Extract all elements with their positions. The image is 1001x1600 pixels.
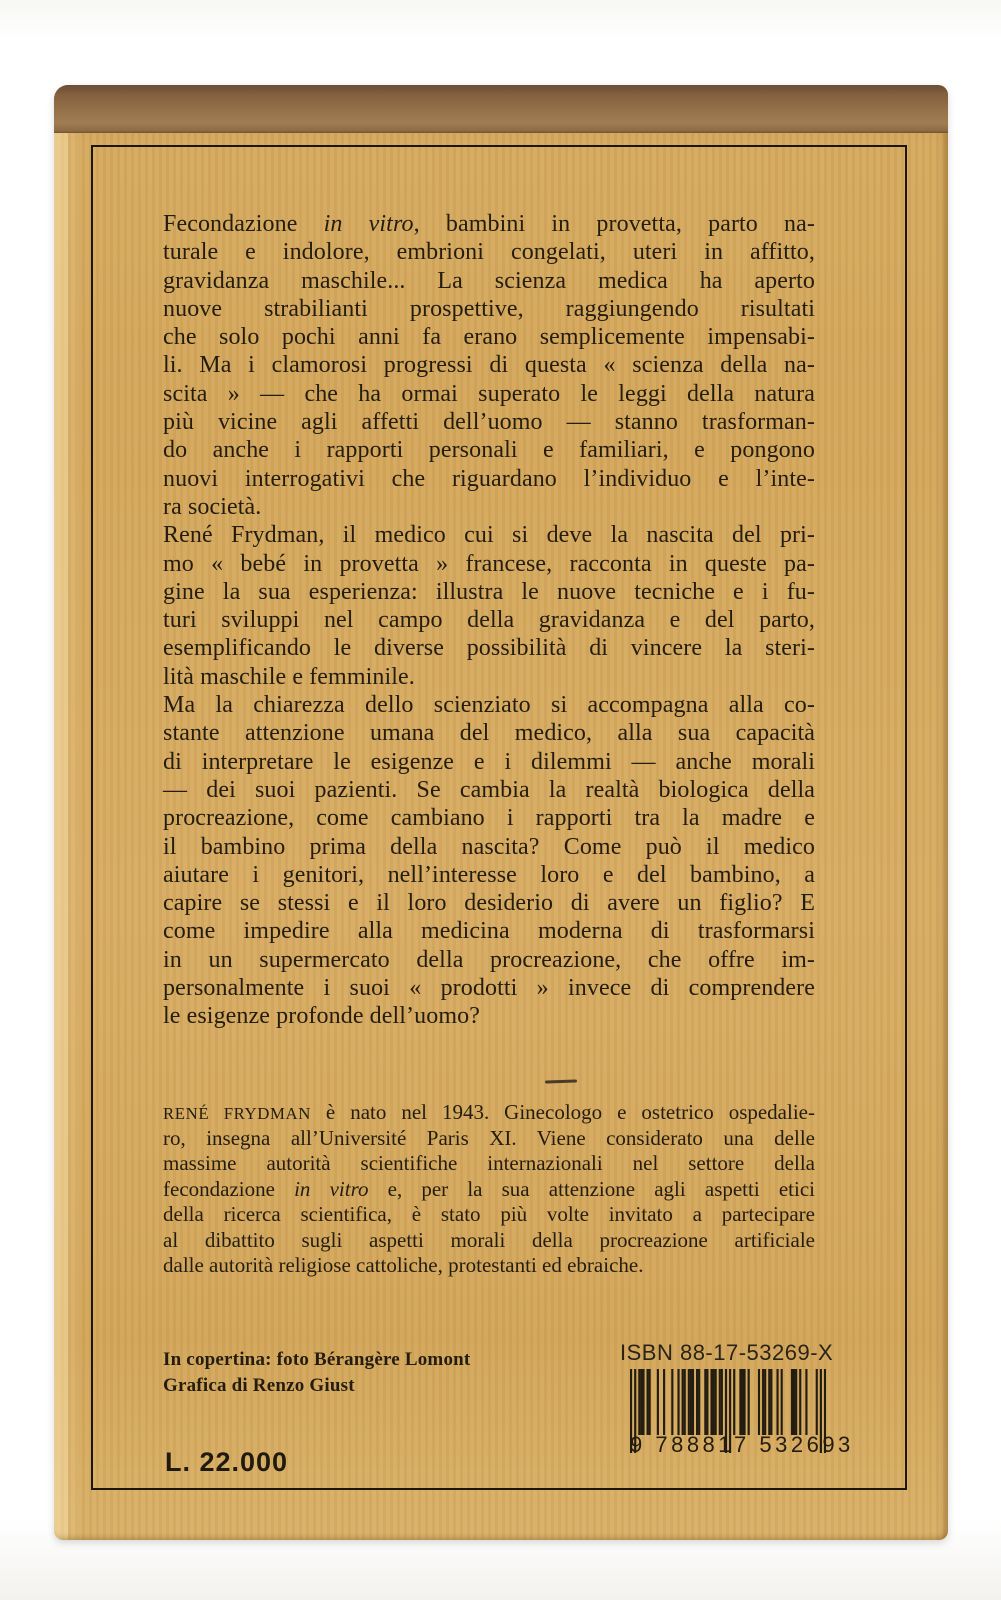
text-line: di interpretare le esigenze e i dilemmi — anche morali	[163, 748, 815, 775]
blurb	[163, 210, 815, 1031]
barcode-number: 9 788817 532693	[630, 1432, 854, 1457]
text-line: al dibattito sugli aspetti morali della procreazione artificiale	[163, 1227, 815, 1252]
book-page-edge-top	[54, 85, 948, 133]
text-line: le esigenze profonde dell’uomo?	[163, 1003, 480, 1030]
text-line: RENÉ FRYDMAN è nato nel 1943. Ginecologo e ostetrico ospedalie-	[163, 1099, 815, 1124]
text-line: della ricerca scientifica, è stato più volte invitato a partecipare	[163, 1202, 815, 1227]
text-line: li. Ma i clamorosi progressi di questa « scienza della na-	[163, 352, 815, 379]
text-line: personalmente i suoi « prodotti » invece di comprendere	[163, 975, 815, 1002]
text-line: in un supermercato della procreazione, che offre im-	[163, 946, 815, 973]
text-line: scita » — che ha ormai superato le leggi della natura	[163, 380, 815, 407]
author-bio	[163, 1100, 815, 1279]
isbn-label: ISBN 88-17-53269-X	[620, 1340, 834, 1365]
price-label: L. 22.000	[165, 1447, 289, 1477]
text-line: turi sviluppi nel campo della gravidanza e del parto,	[163, 607, 815, 634]
divider-dash	[545, 1079, 577, 1083]
text-line: massime autorità scientifiche internazionali nel settore della	[163, 1151, 815, 1176]
text-column	[163, 210, 815, 1278]
text-line: il bambino prima della nascita? Come può il medico	[163, 833, 815, 860]
text-line: ro, insegna all’Université Paris XI. Viene considerato una delle	[163, 1126, 815, 1151]
text-line: Ma la chiarezza dello scienziato si accompagna alla co-	[163, 692, 815, 719]
text-line: René Frydman, il medico cui si deve la nascita del pri-	[163, 522, 815, 549]
text-line: aiutare i genitori, nell’interesse loro e del bambino, a	[163, 861, 815, 888]
text-line: nuove strabilianti prospettive, raggiungendo risultati	[163, 295, 815, 322]
text-line: procreazione, come cambiano i rapporti tra la madre e	[163, 805, 815, 832]
text-line: esemplificando le diverse possibilità di vincere la steri-	[163, 635, 815, 662]
text-line: fecondazione in vitro e, per la sua attenzione agli aspetti etici	[163, 1176, 815, 1201]
text-line: capire se stessi e il loro desiderio di avere un figlio? E	[163, 890, 815, 917]
text-line: gine la sua esperienza: illustra le nuove tecniche e i fu-	[163, 578, 815, 605]
text-line: — dei suoi pazienti. Se cambia la realtà biologica della	[163, 776, 815, 803]
credit-photo: In copertina: foto Bérangère Lomont	[163, 1349, 471, 1370]
credit-graphics: Grafica di Renzo Giust	[163, 1375, 355, 1396]
text-line: ra società.	[163, 493, 262, 520]
text-line: nuovi interrogativi che riguardano l’individuo e l’inte-	[163, 465, 815, 492]
text-line: do anche i rapporti personali e familiari, e pongono	[163, 437, 815, 464]
blurb-paragraph-3	[163, 691, 815, 1031]
text-line: stante attenzione umana del medico, alla sua capacità	[163, 720, 815, 747]
barcode	[630, 1369, 854, 1458]
text-line: mo « bebé in provetta » francese, racconta in queste pa-	[163, 550, 815, 577]
text-line: più vicine agli affetti dell’uomo — stanno trasforman-	[163, 409, 815, 436]
text-line: dalle autorità religiose cattoliche, protestanti ed ebraiche.	[163, 1253, 644, 1278]
text-line: lità maschile e femminile.	[163, 663, 415, 690]
text-line: come impedire alla medicina moderna di trasformarsi	[163, 918, 815, 945]
text-line: che solo pochi anni fa erano semplicemente impensabi-	[163, 324, 815, 351]
blurb-paragraph-1	[163, 210, 815, 521]
isbn-block	[620, 1340, 854, 1458]
text-line: turale e indolore, embrioni congelati, uteri in affitto,	[163, 239, 815, 266]
blurb-paragraph-2	[163, 521, 815, 691]
book-back-cover	[54, 85, 948, 1540]
text-line: Fecondazione in vitro, bambini in provetta, parto na-	[163, 211, 816, 237]
credits	[163, 1347, 470, 1399]
cover-frame	[91, 145, 907, 1490]
text-line: gravidanza maschile... La scienza medica ha aperto	[163, 267, 815, 294]
